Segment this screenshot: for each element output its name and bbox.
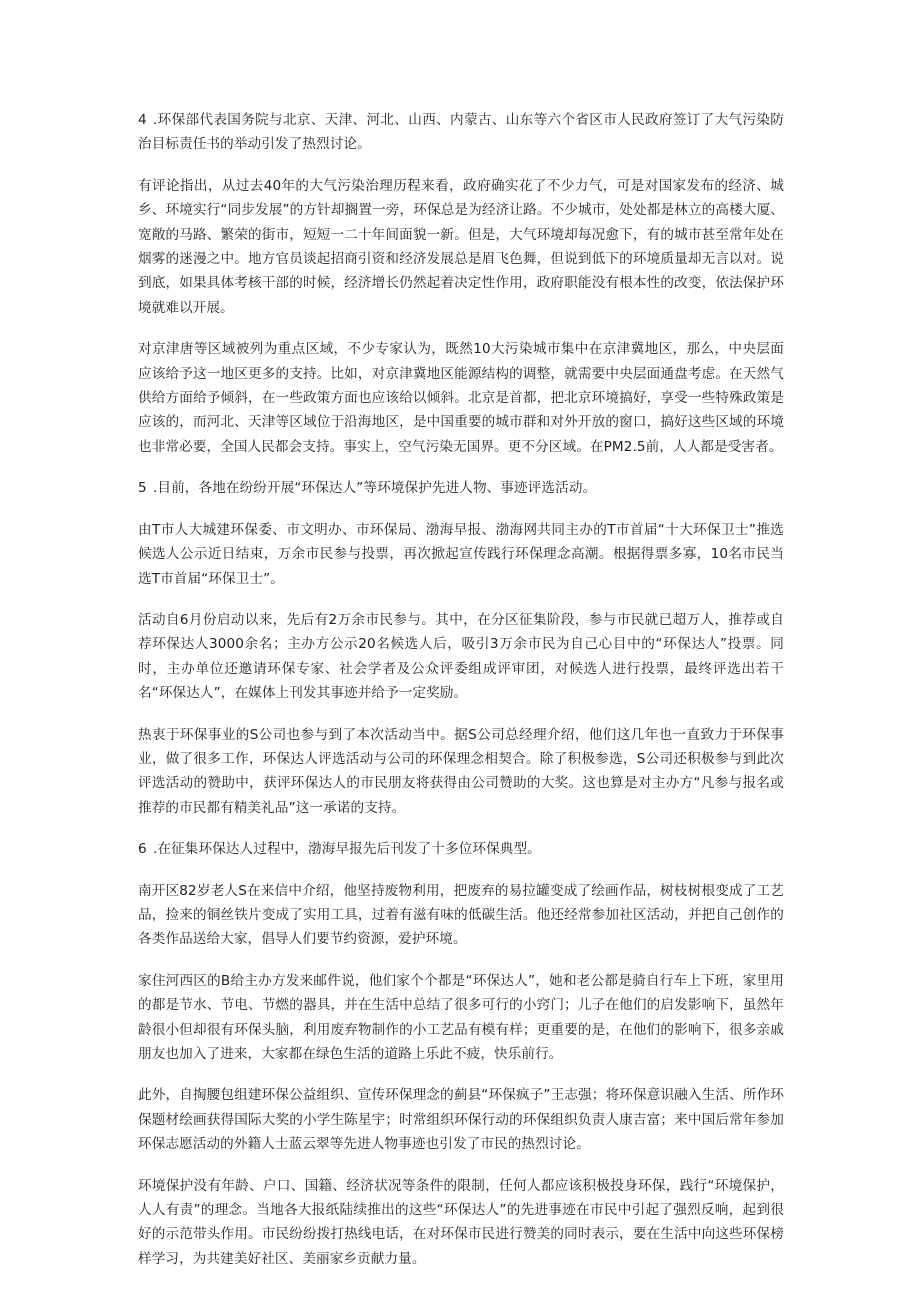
paragraph: 对京津唐等区域被列为重点区域，不少专家认为，既然10大污染城市集中在京津冀地区，那么，中央层面应该给予这一地区更多的支持。比如，对京津冀地区能源结构的调整，就需要中央层面通盘考虑。在天然气供给方面给予倾斜，在一些政策方面也应该给以倾斜。北京是首都，把北京环境搞好，享受一些特殊政策是应该的，而河北、天津等区域位于沿海地区，是中国重要的城市群和对外开放的窗口，搞好这些区域的环境也非常必要，全国人民都会支持。事实上，空气污染无国界。更不分区域。在PM2.5前，人人都是受害者。 xyxy=(138,341,784,455)
paragraph-number: 5 xyxy=(138,480,147,497)
paragraph: 环境保护没有年龄、户口、国籍、经济状况等条件的限制，任何人都应该积极投身环保，践行“环境保护，人人有责”的理念。当地各大报纸陆续推出的这些“环保达人”的先进事迹在市民中引起了强烈反响，起到很好的示范带头作用。市民纷纷拨打热线电话，在对环保市民进行赞美的同时表示，要在生活中向这些环保榜样学习，为共建美好社区、美丽家乡贡献力量。 xyxy=(138,1177,784,1267)
paragraph-6-heading xyxy=(138,837,784,861)
paragraph-number: 4 xyxy=(138,112,147,128)
paragraph: 由T市人大城建环保委、市文明办、市环保局、渤海早报、渤海网共同主办的T市首届“十大环保卫士”推选候选人公示近日结束，万余市民参与投票，再次掀起宣传践行环保理念高潮。根据得票多寡，10名市民当选T市首届“环保卫士”。 xyxy=(138,521,784,587)
paragraph-text: .环保部代表国务院与北京、天津、河北、山西、内蒙古、山东等六个省区市人民政府签订了大气污染防治目标责任书的举动引发了热烈讨论。 xyxy=(138,112,784,153)
paragraph: 家住河西区的B给主办方发来邮件说，他们家个个都是“环保达人”，她和老公都是骑自行车上下班，家里用的都是节水、节电、节燃的器具，并在生活中总结了很多可行的小窍门；儿子在他们的启发影响下，虽然年龄很小但却很有环保头脑，利用废弃物制作的小工艺品有模有样；更重要的是，在他们的影响下，很多亲戚朋友也加入了进来，大家都在绿色生活的道路上乐此不疲，快乐前行。 xyxy=(138,972,784,1062)
paragraph-text: .在征集环保达人过程中，渤海早报先后刊发了十多位环保典型。 xyxy=(153,841,541,858)
paragraph: 热衷于环保事业的S公司也参与到了本次活动当中。据S公司总经理介绍，他们这几年也一直致力于环保事业，做了很多工作，环保达人评选活动与公司的环保理念相契合。除了积极参选，S公司还积极参与到此次评选活动的赞助中，获评环保达人的市民朋友将获得由公司赞助的大奖。这也算是对主办方“凡参与报名或推荐的市民都有精美礼品”这一承诺的支持。 xyxy=(138,726,784,816)
paragraph: 活动自6月份启动以来，先后有2万余市民参与。其中，在分区征集阶段，参与市民就已超万人，推荐或自荐环保达人3000余名；主办方公示20名候选人后，吸引3万余市民为自己心目中的“环保达人”投票。同时，主办单位还邀请环保专家、社会学者及公众评委组成评审团，对候选人进行投票，最终评选出若干名“环保达人”，在媒体上刊发其事迹并给予一定奖励。 xyxy=(138,611,784,702)
document-body xyxy=(138,108,784,1288)
paragraph: 有评论指出，从过去40年的大气污染治理历程来看，政府确实花了不少力气，可是对国家发布的经济、城乡、环境实行“同步发展”的方针却搁置一旁，环保总是为经济让路。不少城市，处处都是林立的高楼大厦、宽敞的马路、繁荣的街市，短短一二十年间面貌一新。但是，大气环境却每况愈下，有的城市甚至常年处在烟雾的迷漫之中。地方官员谈起招商引资和经济发展总是眉飞色舞，但说到低下的环境质量却无言以对。说到底，如果具体考核干部的时候，经济增长仍然起着决定性作用，政府职能没有根本性的改变，依法保护环境就难以开展。 xyxy=(138,177,784,316)
paragraph-text: .目前，各地在纷纷开展“环保达人”等环境保护先进人物、事迹评选活动。 xyxy=(153,480,597,497)
paragraph-4-heading xyxy=(138,108,784,157)
paragraph: 南开区82岁老人S在来信中介绍，他坚持废物利用，把废弃的易拉罐变成了绘画作品，树枝树根变成了工艺品，捡来的铜丝铁片变成了实用工具，过着有滋有味的低碳生活。他还经常参加社区活动，并把自己创作的各类作品送给大家，倡导人们要节约资源，爱护环境。 xyxy=(138,882,784,948)
paragraph: 此外，自掏腰包组建环保公益组织、宣传环保理念的蓟县“环保疯子”王志强；将环保意识融入生活、所作环保题材绘画获得国际大奖的小学生陈星宇；时常组织环保行动的环保组织负责人康吉富；来中国后常年参加环保志愿活动的外籍人士蓝云翠等先进人物事迹也引发了市民的热烈讨论。 xyxy=(138,1087,784,1153)
paragraph-number: 6 xyxy=(138,841,147,858)
paragraph-5-heading xyxy=(138,476,784,500)
